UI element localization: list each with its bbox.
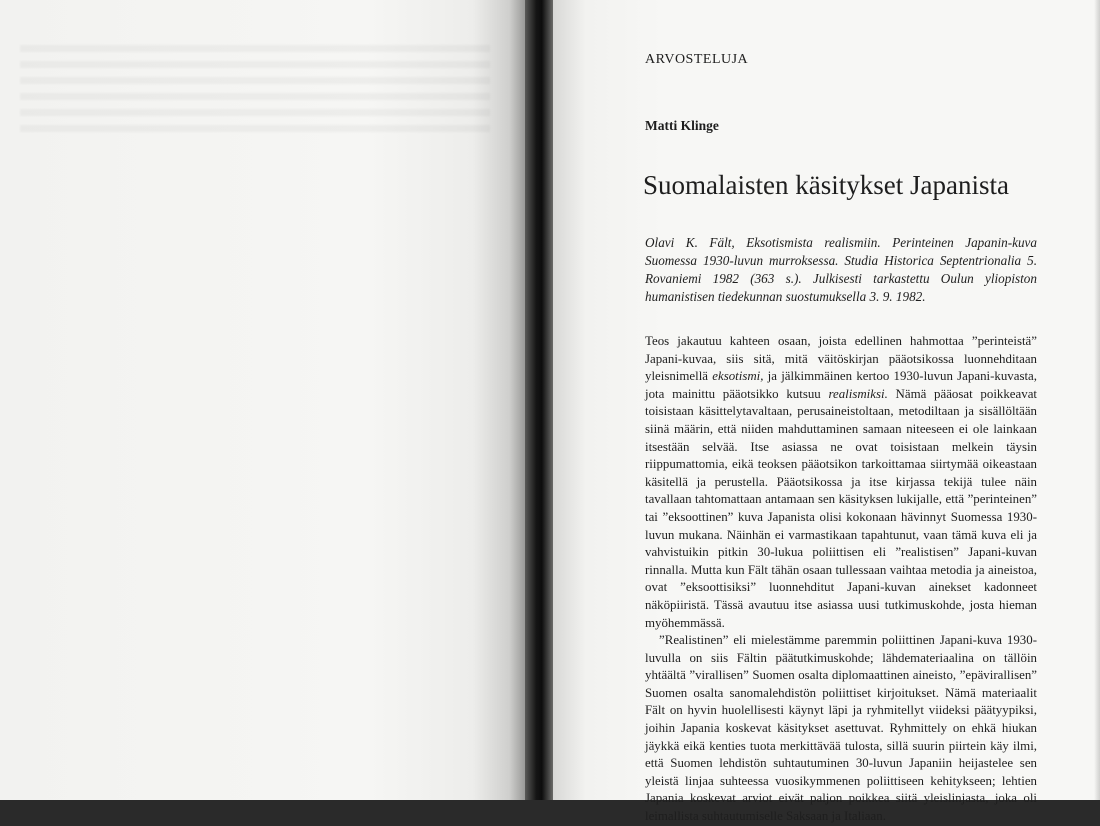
bleed-through-text: [20, 45, 490, 135]
paragraph-1-part-1: Teos jakautuu kahteen osaan, joista edellinen hahmottaa ”perinteistä” Japani-kuvaa, siis sitä, mitä väitöskirjan pääotsikossa luonnehditaan yleisnimellä: [645, 334, 1037, 384]
paragraph-1-part-3: Nämä pääosat poikkeavat toisistaan käsittelytavaltaan, perusaineistoltaan, metodiltaan ja sisällöltään siinä määrin, että niiden mahduttaminen samaan niteeseen ei ole lainkaan itsestään selvää. Itse asiassa ne ovat toisistaan melkein täysin riippumattomia, eikä teoksen pääotsikon tarkoittamaa siirtymää oikeastaan käsitellä ja perustella. Pääotsikossa ja itse kirjassa tekijä tulee näin tavallaan tahtomattaan antamaan sen käsityksen lukijalle, että ”perinteinen” tai ”eksoottinen” kuva Japanista olisi kokonaan hävinnyt Suomessa 1930-luvun mukana. Näinhän ei varmastikaan tapahtunut, vaan tämä kuva eli ja vahvistuikin pitkin 30-lukua poliittisen eli ”realistisen” Japani-kuvan rinnalla. Mutta kun Fält tähän osaan tullessaan vaihtaa metodia ja aineistoa, ovat ”eksoottisiksi” luonnehditut Japani-kuvan ainekset kadonneet näköpiiristä. Tässä avautuu itse asiassa uusi tutkimuskohde, josta hieman myöhemmässä.: [645, 386, 1037, 630]
right-page: [553, 0, 1100, 824]
paragraph-2: ”Realistinen” eli mielestämme paremmin poliittinen Japani-kuva 1930-luvulla on siis Fältin päätutkimuskohde; lähdemateriaalina on tällöin yhtäältä ”virallisen” Suomen osalta diplomaattinen aineisto, ”epävirallisen” Suomen osalta sanomalehdistön poliittiset kirjoitukset. Nämä materiaalit Fält on hyvin huolellisesti käynyt läpi ja ryhmitellyt viideksi päätyypiksi, joihin Japania koskevat käsitykset asettuvat. Ryhmittely on ehkä hiukan jäykkä eikä kenties tuota merkittävää tulosta, sillä suurin piirtein käy ilmi, että Suomen lehdistön suhtautuminen 30-luvun Japaniin heijastelee sen yleistä linjaa suhteessa vuosikymmenen poliittiseen kehitykseen; lehtien Japania koskevat arviot eivät paljon poikkea siitä yleislinjasta, joka oli leimallista suhtautumiselle Saksaan ja Italiaan.: [645, 633, 1037, 824]
paragraph-1-part-2: ja jälkimmäinen kertoo 1930-luvun Japani-kuvasta, jota mainittu pääotsikko kutsuu: [645, 369, 1037, 401]
book-citation: Olavi K. Fält, Eksotismista realismiin. Perinteinen Japanin-kuva Suomessa 1930-luvun murroksessa. Studia Historica Septentrionalia 5. Rovaniemi 1982 (363 s.). Julkisesti tarkastettu Oulun yliopiston humanistisen tiedekunnan suostumuksella 3. 9. 1982.: [645, 235, 1037, 304]
author-name: Matti Klinge: [645, 118, 719, 133]
paragraph-1-emphasis-1: eksotismi,: [712, 369, 764, 384]
article-body: [645, 333, 1037, 826]
running-head: ARVOSTELUJA: [645, 52, 749, 67]
book-gutter: [525, 0, 553, 800]
paragraph-1-emphasis-2: realismiksi.: [828, 386, 888, 401]
article-title: Suomalaisten käsitykset Japanista: [643, 170, 1009, 200]
page-edge-shadow: [1094, 0, 1100, 800]
paragraph-1: [645, 333, 1037, 632]
left-page: [0, 0, 525, 800]
